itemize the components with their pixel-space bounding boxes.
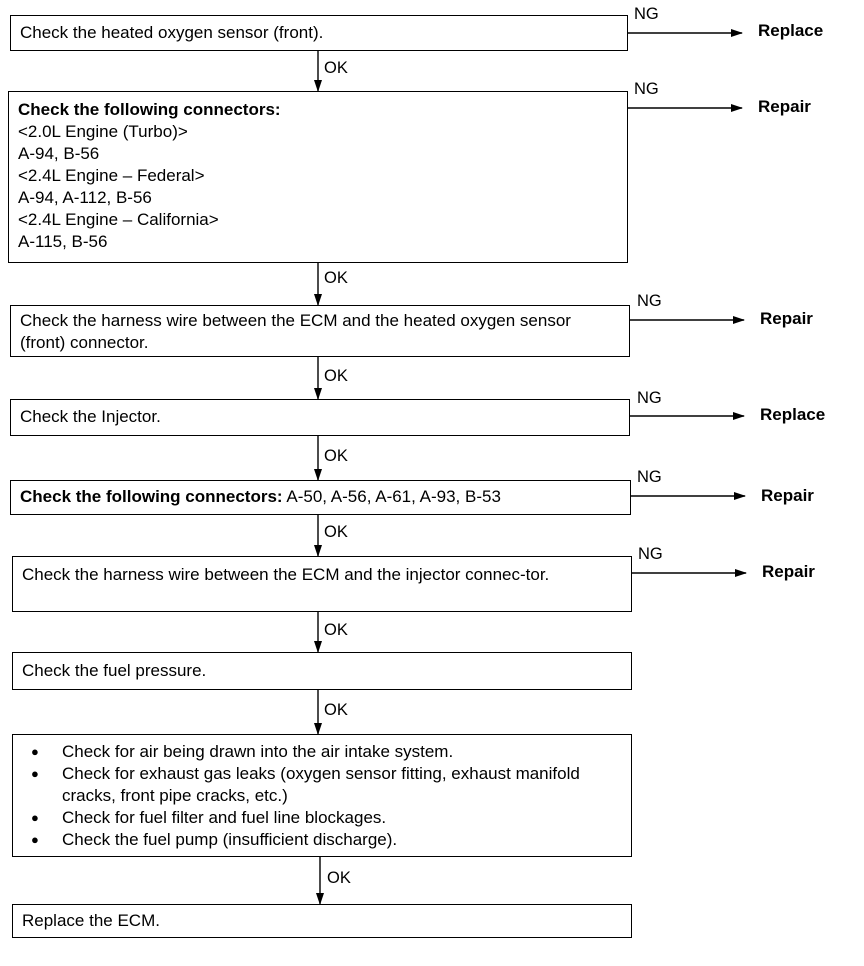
ng-label: NG bbox=[634, 5, 659, 23]
result-repair: Repair bbox=[761, 486, 814, 505]
list-item: ● Check for exhaust gas leaks (oxygen sensor fitting, exhaust manifold cracks, front pipe cracks, etc.) bbox=[22, 763, 623, 807]
ok-label: OK bbox=[324, 367, 348, 385]
connector-list: A-50, A-56, A-61, A-93, B-53 bbox=[286, 487, 501, 506]
engine-label: <2.4L Engine – Federal> bbox=[18, 166, 205, 185]
result-repair: Repair bbox=[758, 97, 811, 116]
connector-list: A-94, B-56 bbox=[18, 144, 100, 163]
step-checklist bbox=[12, 734, 632, 857]
list-item: ● Check for air being drawn into the air intake system. bbox=[22, 741, 623, 763]
ok-label: OK bbox=[324, 701, 348, 719]
ng-label: NG bbox=[634, 80, 659, 98]
step-check-fuel-pressure bbox=[12, 652, 632, 690]
step-heading: Check the following connectors: bbox=[20, 487, 283, 506]
ok-label: OK bbox=[327, 869, 351, 887]
result-repair: Repair bbox=[762, 562, 815, 581]
step-text: Check the heated oxygen sensor (front). bbox=[20, 23, 324, 42]
result-replace: Replace bbox=[758, 21, 824, 40]
step-replace-ecm bbox=[12, 904, 632, 938]
step-text: Check the harness wire between the ECM and the injector connec-tor. bbox=[22, 565, 550, 584]
ng-label: NG bbox=[637, 292, 662, 310]
list-item: ● Check the fuel pump (insufficient discharge). bbox=[22, 829, 623, 851]
step-check-harness-oxygen-sensor bbox=[10, 305, 630, 357]
result-replace: Replace bbox=[760, 405, 826, 424]
step-heading: Check the following connectors: bbox=[18, 100, 281, 119]
ng-label: NG bbox=[637, 468, 662, 486]
checklist bbox=[22, 741, 623, 851]
engine-label: <2.0L Engine (Turbo)> bbox=[18, 122, 188, 141]
step-text: Check the Injector. bbox=[20, 407, 161, 426]
step-text: Check the harness wire between the ECM and the heated oxygen sensor (front) connector. bbox=[20, 311, 571, 352]
ok-label: OK bbox=[324, 59, 348, 77]
step-check-oxygen-sensor bbox=[10, 15, 628, 51]
connector-list: A-115, B-56 bbox=[18, 232, 108, 251]
ok-label: OK bbox=[324, 621, 348, 639]
step-text: Replace the ECM. bbox=[22, 911, 160, 930]
step-text: Check the fuel pressure. bbox=[22, 661, 207, 680]
step-check-injector bbox=[10, 399, 630, 436]
step-check-connectors-by-engine bbox=[8, 91, 628, 263]
result-repair: Repair bbox=[760, 309, 813, 328]
step-check-connectors-list bbox=[10, 480, 631, 515]
ng-label: NG bbox=[637, 389, 662, 407]
engine-label: <2.4L Engine – California> bbox=[18, 210, 219, 229]
ok-label: OK bbox=[324, 447, 348, 465]
ok-label: OK bbox=[324, 269, 348, 287]
ok-label: OK bbox=[324, 523, 348, 541]
step-check-harness-injector bbox=[12, 556, 632, 612]
list-item: ● Check for fuel filter and fuel line blockages. bbox=[22, 807, 623, 829]
connector-list: A-94, A-112, B-56 bbox=[18, 188, 152, 207]
ng-label: NG bbox=[638, 545, 663, 563]
